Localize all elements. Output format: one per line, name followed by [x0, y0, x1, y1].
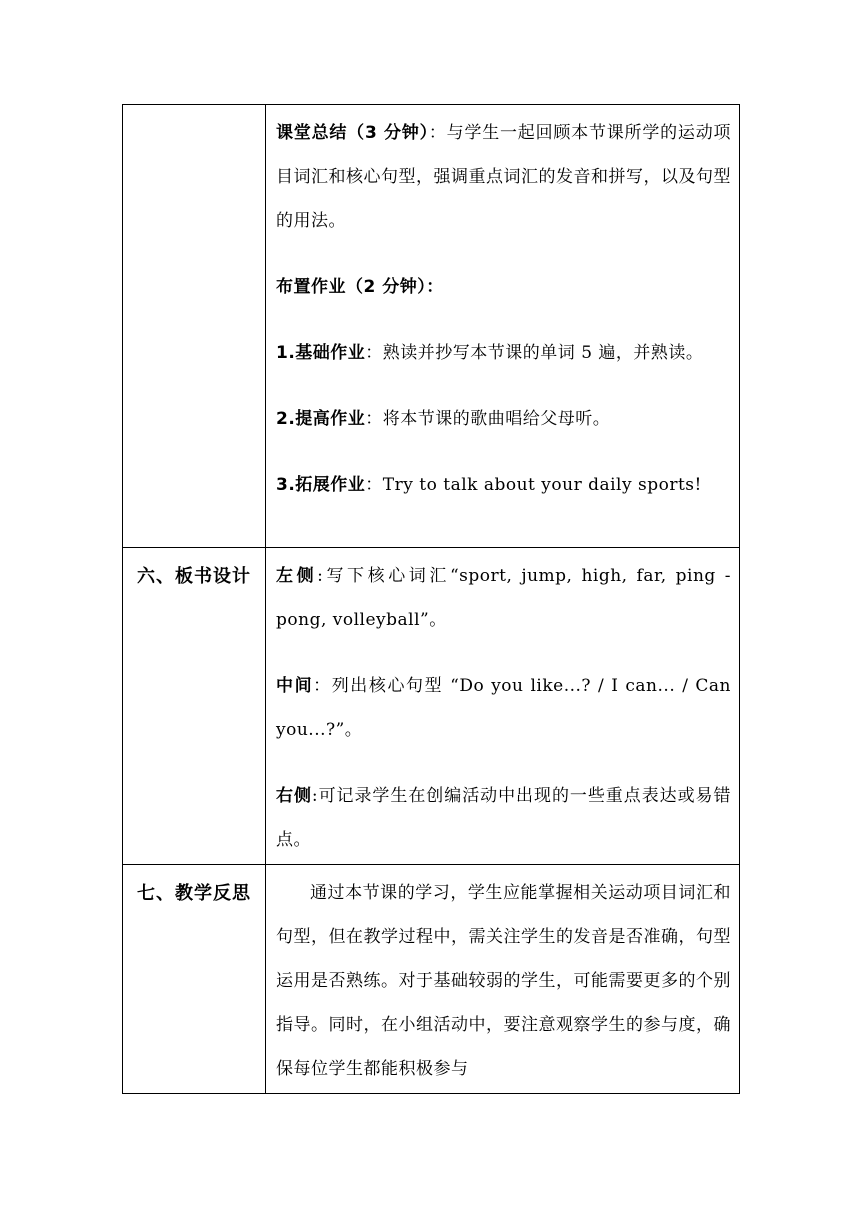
board-left-paragraph	[276, 554, 731, 642]
homework-item	[276, 397, 731, 441]
homework-item-label: 1.基础作业	[276, 343, 366, 363]
homework-item-text: ：Try to talk about your daily sports!	[365, 475, 702, 495]
empty-label-cell	[123, 105, 266, 548]
board-right-label: 右侧	[276, 786, 312, 806]
lesson-plan-table	[122, 104, 740, 1094]
board-design-label: 六、板书设计	[123, 548, 266, 865]
board-middle-label: 中间	[276, 676, 314, 696]
table-row	[123, 105, 740, 548]
reflection-label: 七、教学反思	[123, 865, 266, 1094]
summary-homework-cell	[266, 105, 740, 548]
board-middle-text: ：列出核心句型 “Do you like...? / I can... / Can you...?”。	[276, 676, 731, 740]
homework-item	[276, 463, 731, 507]
homework-item-label: 2.提高作业	[276, 409, 366, 429]
homework-item-text: ：将本节课的歌曲唱给父母听。	[365, 409, 611, 429]
table-row	[123, 548, 740, 865]
table-row	[123, 865, 740, 1094]
summary-paragraph	[276, 111, 731, 243]
homework-item-label: 3.拓展作业	[276, 475, 366, 495]
summary-title: 课堂总结（3 分钟）	[276, 123, 429, 143]
board-middle-paragraph	[276, 664, 731, 752]
board-right-text: :可记录学生在创编活动中出现的一些重点表达或易错点。	[276, 786, 731, 850]
board-right-paragraph	[276, 774, 731, 862]
reflection-cell	[266, 865, 740, 1094]
summary-text: ：与学生一起回顾本节课所学的运动项目词汇和核心句型，强调重点词汇的发音和拼写，以及句型的用法。	[276, 123, 731, 231]
homework-title: 布置作业（2 分钟）：	[276, 277, 444, 297]
board-design-cell	[266, 548, 740, 865]
reflection-text: 通过本节课的学习，学生应能掌握相关运动项目词汇和句型，但在教学过程中，需关注学生的发音是否准确，句型运用是否熟练。对于基础较弱的学生，可能需要更多的个别指导。同时，在小组活动中，要注意观察学生的参与度，确保每位学生都能积极参与	[276, 883, 731, 1079]
board-left-text: :写下核心词汇“sport, jump, high, far, ping - pong, volleyball”。	[276, 566, 732, 630]
board-left-label: 左侧	[276, 566, 318, 586]
homework-item	[276, 331, 731, 375]
homework-item-text: ：熟读并抄写本节课的单词 5 遍，并熟读。	[365, 343, 704, 363]
